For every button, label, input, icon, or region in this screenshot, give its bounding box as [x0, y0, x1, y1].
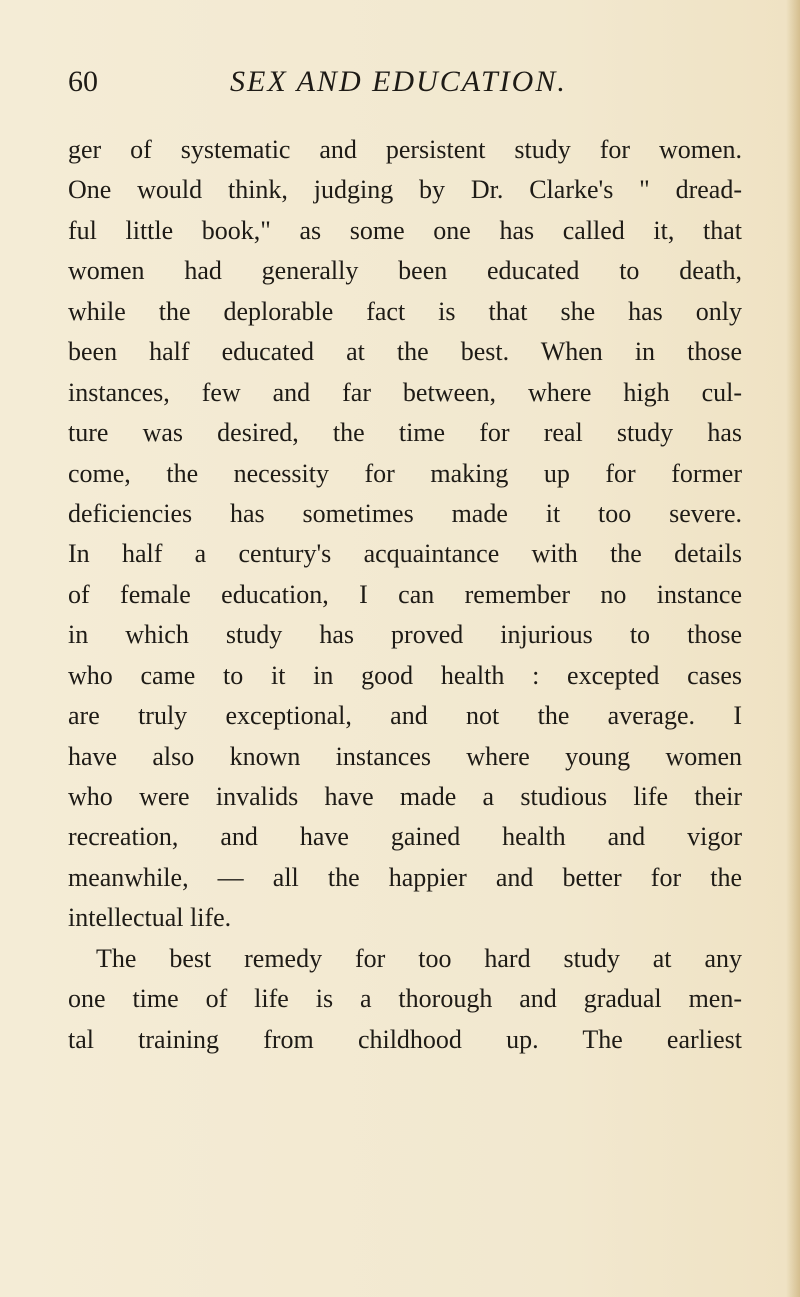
text-line: recreation, and have gained health and vigor [68, 822, 742, 852]
running-head [68, 62, 768, 102]
text-line: deficiencies has sometimes made it too severe. [68, 498, 742, 528]
text-line: are truly exceptional, and not the average. I [68, 701, 742, 731]
page-number: 60 [68, 65, 98, 98]
text-line: ger of systematic and persistent study for women. [68, 135, 742, 164]
text-line: while the deplorable fact is that she has only [68, 296, 742, 326]
text-line: come, the necessity for making up for former [68, 458, 742, 488]
text-line: tal training from childhood up. The earliest [68, 1024, 742, 1054]
text-line: women had generally been educated to death, [68, 256, 742, 286]
text-line: meanwhile, — all the happier and better for the [68, 862, 742, 892]
text-line: one time of life is a thorough and gradual men- [68, 984, 742, 1014]
text-line: ture was desired, the time for real study has [68, 418, 742, 448]
text-line: One would think, judging by Dr. Clarke's " dread- [68, 175, 742, 205]
running-title: SEX AND EDUCATION. [230, 65, 567, 98]
text-line: in which study has proved injurious to those [68, 620, 742, 650]
body-text [68, 130, 742, 1060]
page-edge-shadow [786, 0, 800, 1297]
text-line: who were invalids have made a studious life their [68, 782, 742, 811]
text-line: of female education, I can remember no instance [68, 579, 742, 609]
text-line: been half educated at the best. When in those [68, 337, 742, 367]
text-line: instances, few and far between, where high cul- [68, 377, 742, 407]
text-line: who came to it in good health : excepted cases [68, 660, 742, 690]
text-line-paragraph-start: The best remedy for too hard study at any [96, 943, 742, 973]
text-line: have also known instances where young women [68, 741, 742, 771]
text-line: In half a century's acquaintance with the details [68, 539, 742, 569]
text-line-paragraph-end: intellectual life. [68, 903, 232, 933]
text-line: ful little book," as some one has called it, that [68, 215, 742, 245]
